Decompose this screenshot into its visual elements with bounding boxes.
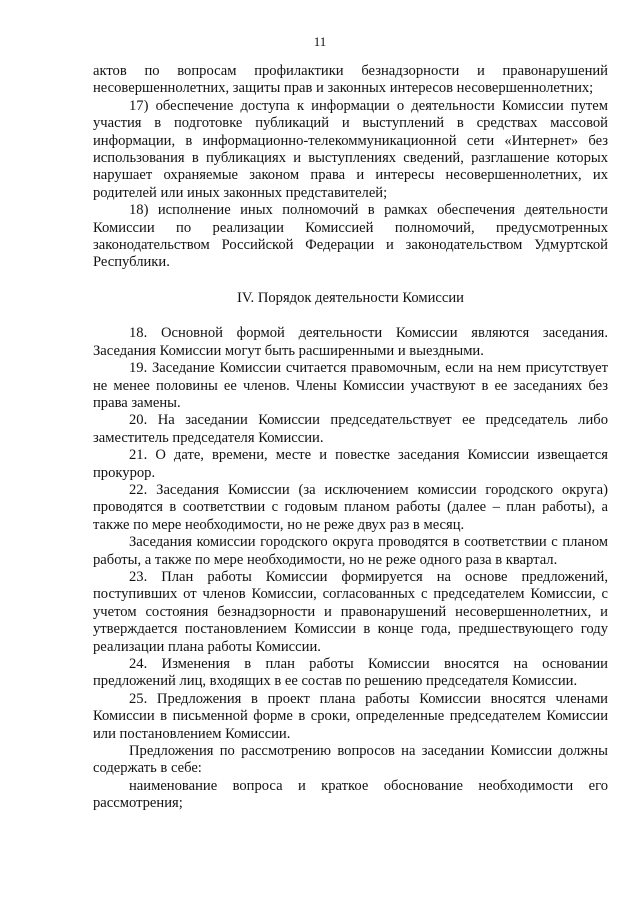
paragraph-clause-19: 19. Заседание Комиссии считается правомочным, если на нем присутствует не менее половины ее членов. Члены Комиссии участвуют в ее заседаниях без права замены. xyxy=(93,360,608,411)
paragraph-clause-24: 24. Изменения в план работы Комиссии вносятся на основании предложений лиц, входящих в ее состав по решению председателя Комиссии. xyxy=(93,656,608,690)
paragraph-continuation: актов по вопросам профилактики безнадзорности и правонарушений несовершеннолетних, защиты прав и законных интересов несовершеннолетних; xyxy=(93,63,608,97)
paragraph-clause-18: 18. Основной формой деятельности Комиссии являются заседания. Заседания Комиссии могут быть расширенными и выездными. xyxy=(93,325,608,359)
paragraph-clause-22-continued: Заседания комиссии городского округа проводятся в соответствии с планом работы, а также по мере необходимости, но не реже одного раза в квартал. xyxy=(93,534,608,568)
paragraph-item-18-powers: 18) исполнение иных полномочий в рамках обеспечения деятельности Комиссии по реализации Комиссией полномочий, предусмотренных законодательством Российской Федерации и законодательством Удмуртской Республики. xyxy=(93,202,608,271)
paragraph-clause-20: 20. На заседании Комиссии председательствует ее председатель либо заместитель председателя Комиссии. xyxy=(93,412,608,446)
paragraph-clause-22: 22. Заседания Комиссии (за исключением комиссии городского округа) проводятся в соответствии с годовым планом работы (далее – план работы), а также по мере необходимости, но не реже двух раз в месяц. xyxy=(93,481,608,533)
page-number: 11 xyxy=(313,34,327,49)
document-body xyxy=(93,63,608,813)
paragraph-clause-21: 21. О дате, времени, месте и повестке заседания Комиссии извещается прокурор. xyxy=(93,447,608,481)
paragraph-proposals-item: наименование вопроса и краткое обоснование необходимости его рассмотрения; xyxy=(93,777,608,812)
paragraph-clause-25: 25. Предложения в проект плана работы Комиссии вносятся членами Комиссии в письменной форме в сроки, определенные председателем Комиссии или постановлением Комиссии. xyxy=(93,690,608,742)
paragraph-item-17: 17) обеспечение доступа к информации о деятельности Комиссии путем участия в подготовке публикаций и выступлений в средствах массовой информации, в информационно-телекоммуникационной сети «Интернет» без использования в публикациях и выступлениях сведений, разглашение которых нарушает охраняемые законом права и интересы несовершеннолетних, их родителей или иных законных представителей; xyxy=(93,97,608,201)
section-heading: IV. Порядок деятельности Комиссии xyxy=(237,289,464,306)
paragraph-clause-23: 23. План работы Комиссии формируется на основе предложений, поступивших от членов Комиссии, согласованных с председателем Комиссии, с учетом состояния безнадзорности и правонарушений несовершеннолетних, и утверждается постановлением Комиссии в конце года, предшествующего году реализации плана работы Комиссии. xyxy=(93,568,608,655)
paragraph-proposals-content: Предложения по рассмотрению вопросов на заседании Комиссии должны содержать в себе: xyxy=(93,743,608,777)
